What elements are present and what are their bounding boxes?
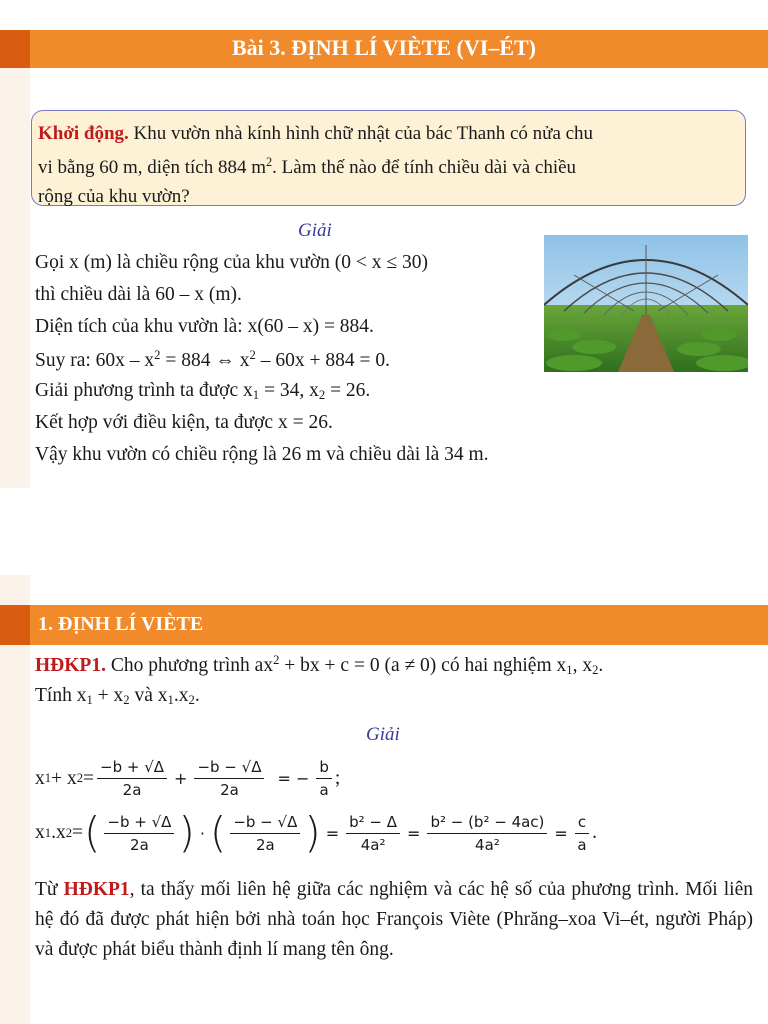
tinh-c: và x bbox=[129, 685, 168, 706]
dot-sign: · bbox=[199, 823, 205, 843]
denominator: a bbox=[319, 781, 329, 799]
activity-line-2 bbox=[35, 685, 200, 708]
f2-dot-x: .x bbox=[51, 822, 66, 843]
f2-eq: = bbox=[72, 822, 84, 843]
left-stripe bbox=[0, 30, 30, 488]
equals-minus: = − bbox=[277, 769, 310, 788]
formula-product bbox=[35, 808, 597, 857]
l5c: = 26. bbox=[325, 380, 371, 401]
warmup-sup: 2 bbox=[265, 155, 273, 169]
semicolon: ; bbox=[334, 767, 341, 789]
denominator: 4a² bbox=[475, 835, 500, 854]
numerator: −b + √Δ bbox=[104, 813, 174, 834]
activity-label: HĐKP1. bbox=[35, 654, 106, 676]
equals-sign: = bbox=[325, 823, 340, 843]
warmup-line-2b: . Làm thế nào để tính chiều dài và chiều bbox=[272, 156, 577, 178]
sub: 2 bbox=[188, 693, 195, 708]
denominator: 2a bbox=[255, 835, 275, 854]
fraction bbox=[104, 813, 174, 854]
p-tu: Từ bbox=[35, 879, 64, 900]
sub: 2 bbox=[123, 693, 130, 708]
equals-sign: = bbox=[407, 823, 421, 843]
l4a: Suy ra: 60x – x bbox=[35, 349, 155, 371]
sub: 2 bbox=[65, 825, 73, 840]
sup: 2 bbox=[273, 653, 280, 667]
fraction bbox=[575, 813, 589, 854]
tinh-a: Tính x bbox=[35, 685, 87, 706]
solution-line-2: thì chiều dài là 60 – x (m). bbox=[35, 284, 242, 305]
fraction bbox=[194, 758, 264, 799]
l4b: = 884 ⇔ x bbox=[160, 349, 250, 371]
fraction bbox=[316, 758, 332, 799]
numerator: −b + √Δ bbox=[97, 758, 167, 779]
plus-sign: + bbox=[174, 769, 188, 788]
sub: 1 bbox=[167, 693, 174, 708]
greenhouse-illustration bbox=[544, 235, 748, 372]
hd-a: Cho phương trình ax bbox=[105, 654, 274, 676]
sub: 2 bbox=[592, 663, 599, 678]
sup: 2 bbox=[249, 348, 256, 362]
tinh-b: + x bbox=[92, 685, 124, 706]
hd-c: , x bbox=[572, 654, 593, 676]
l5a: Giải phương trình ta được x bbox=[35, 380, 253, 401]
solution-line-1: Gọi x (m) là chiều rộng của khu vườn (0 < x ≤ 30) bbox=[35, 252, 428, 273]
denominator: a bbox=[577, 835, 587, 854]
solution-line-7: Vậy khu vườn có chiều rộng là 26 m và chiều dài là 34 m. bbox=[35, 444, 489, 465]
sub: 1 bbox=[566, 663, 573, 678]
p-rest: , ta thấy mối liên hệ giữa các nghiệm và các hệ số của phương trình. Mối liên hệ đó đã được phát hiện bởi nhà toán học François Viète (Phrăng–xoa Vi–ét, người Pháp) và được phát biểu thành định lí mang tên ông. bbox=[35, 879, 754, 960]
section-bar-accent bbox=[0, 605, 30, 645]
right-paren: ) bbox=[178, 808, 195, 857]
sub: 2 bbox=[76, 771, 84, 785]
fraction bbox=[427, 813, 547, 854]
solution-line-6: Kết hợp với điều kiện, ta được x = 26. bbox=[35, 412, 333, 433]
warmup-line-1: Khu vườn nhà kính hình chữ nhật của bác Thanh có nửa chu bbox=[128, 123, 594, 144]
sub: 1 bbox=[44, 771, 52, 785]
numerator: −b − √Δ bbox=[194, 758, 264, 779]
greenhouse-image bbox=[544, 235, 748, 372]
lesson-title-bar bbox=[0, 30, 768, 68]
p-activity-ref: HĐKP1 bbox=[63, 879, 130, 900]
warmup-line-3: rộng của khu vườn? bbox=[38, 185, 190, 207]
fraction bbox=[97, 758, 167, 799]
tinh-d: .x bbox=[173, 685, 189, 706]
numerator: b² − Δ bbox=[346, 813, 400, 834]
warmup-label: Khởi động. bbox=[38, 123, 129, 144]
l5b: = 34, x bbox=[259, 380, 319, 401]
left-paren: ( bbox=[209, 808, 227, 857]
section-title-bar bbox=[0, 605, 768, 645]
f1-x: x bbox=[35, 767, 45, 789]
activity-line-1 bbox=[35, 653, 603, 678]
solution-heading-1: Giải bbox=[298, 220, 332, 241]
sub: 1 bbox=[86, 693, 93, 708]
sub: 1 bbox=[252, 388, 260, 403]
right-paren: ) bbox=[304, 808, 321, 857]
denominator: 4a² bbox=[360, 835, 386, 854]
formula-sum bbox=[35, 758, 340, 799]
fraction bbox=[230, 813, 300, 854]
solution-line-4 bbox=[35, 348, 390, 372]
denominator: 2a bbox=[220, 781, 239, 799]
solution-heading-2: Giải bbox=[366, 724, 400, 745]
l4c: – 60x + 884 = 0. bbox=[255, 349, 390, 371]
equals-sign: = bbox=[554, 823, 568, 843]
sub: 1 bbox=[44, 825, 52, 840]
lesson-title: Bài 3. ĐỊNH LÍ VIÈTE (VI–ÉT) bbox=[232, 35, 536, 60]
sup: 2 bbox=[154, 348, 161, 362]
numerator: b bbox=[316, 758, 332, 779]
denominator: 2a bbox=[122, 781, 142, 799]
f2-x: x bbox=[35, 822, 45, 843]
solution-line-3: Diện tích của khu vườn là: x(60 – x) = 884. bbox=[35, 316, 374, 337]
left-paren: ( bbox=[84, 808, 101, 857]
hd-b: + bx + c = 0 (a ≠ 0) có hai nghiệm x bbox=[279, 654, 567, 676]
fraction bbox=[346, 813, 400, 854]
hd-d: . bbox=[598, 654, 604, 676]
numerator: c bbox=[575, 813, 589, 834]
section-title: 1. ĐỊNH LÍ VIÈTE bbox=[38, 613, 204, 635]
solution-line-5 bbox=[35, 380, 370, 403]
numerator: −b − √Δ bbox=[230, 813, 300, 834]
warmup-line-2a: vi bằng 60 m, diện tích 884 m bbox=[38, 156, 266, 178]
tinh-e: . bbox=[194, 685, 200, 706]
warmup-box bbox=[31, 110, 746, 206]
denominator: 2a bbox=[130, 835, 149, 854]
sub: 2 bbox=[318, 388, 326, 403]
conclusion-paragraph bbox=[35, 875, 753, 965]
f1-plus-x: + x bbox=[51, 767, 77, 789]
period: . bbox=[592, 822, 597, 843]
f1-eq: = bbox=[83, 767, 95, 789]
numerator: b² − (b² − 4ac) bbox=[427, 813, 547, 834]
